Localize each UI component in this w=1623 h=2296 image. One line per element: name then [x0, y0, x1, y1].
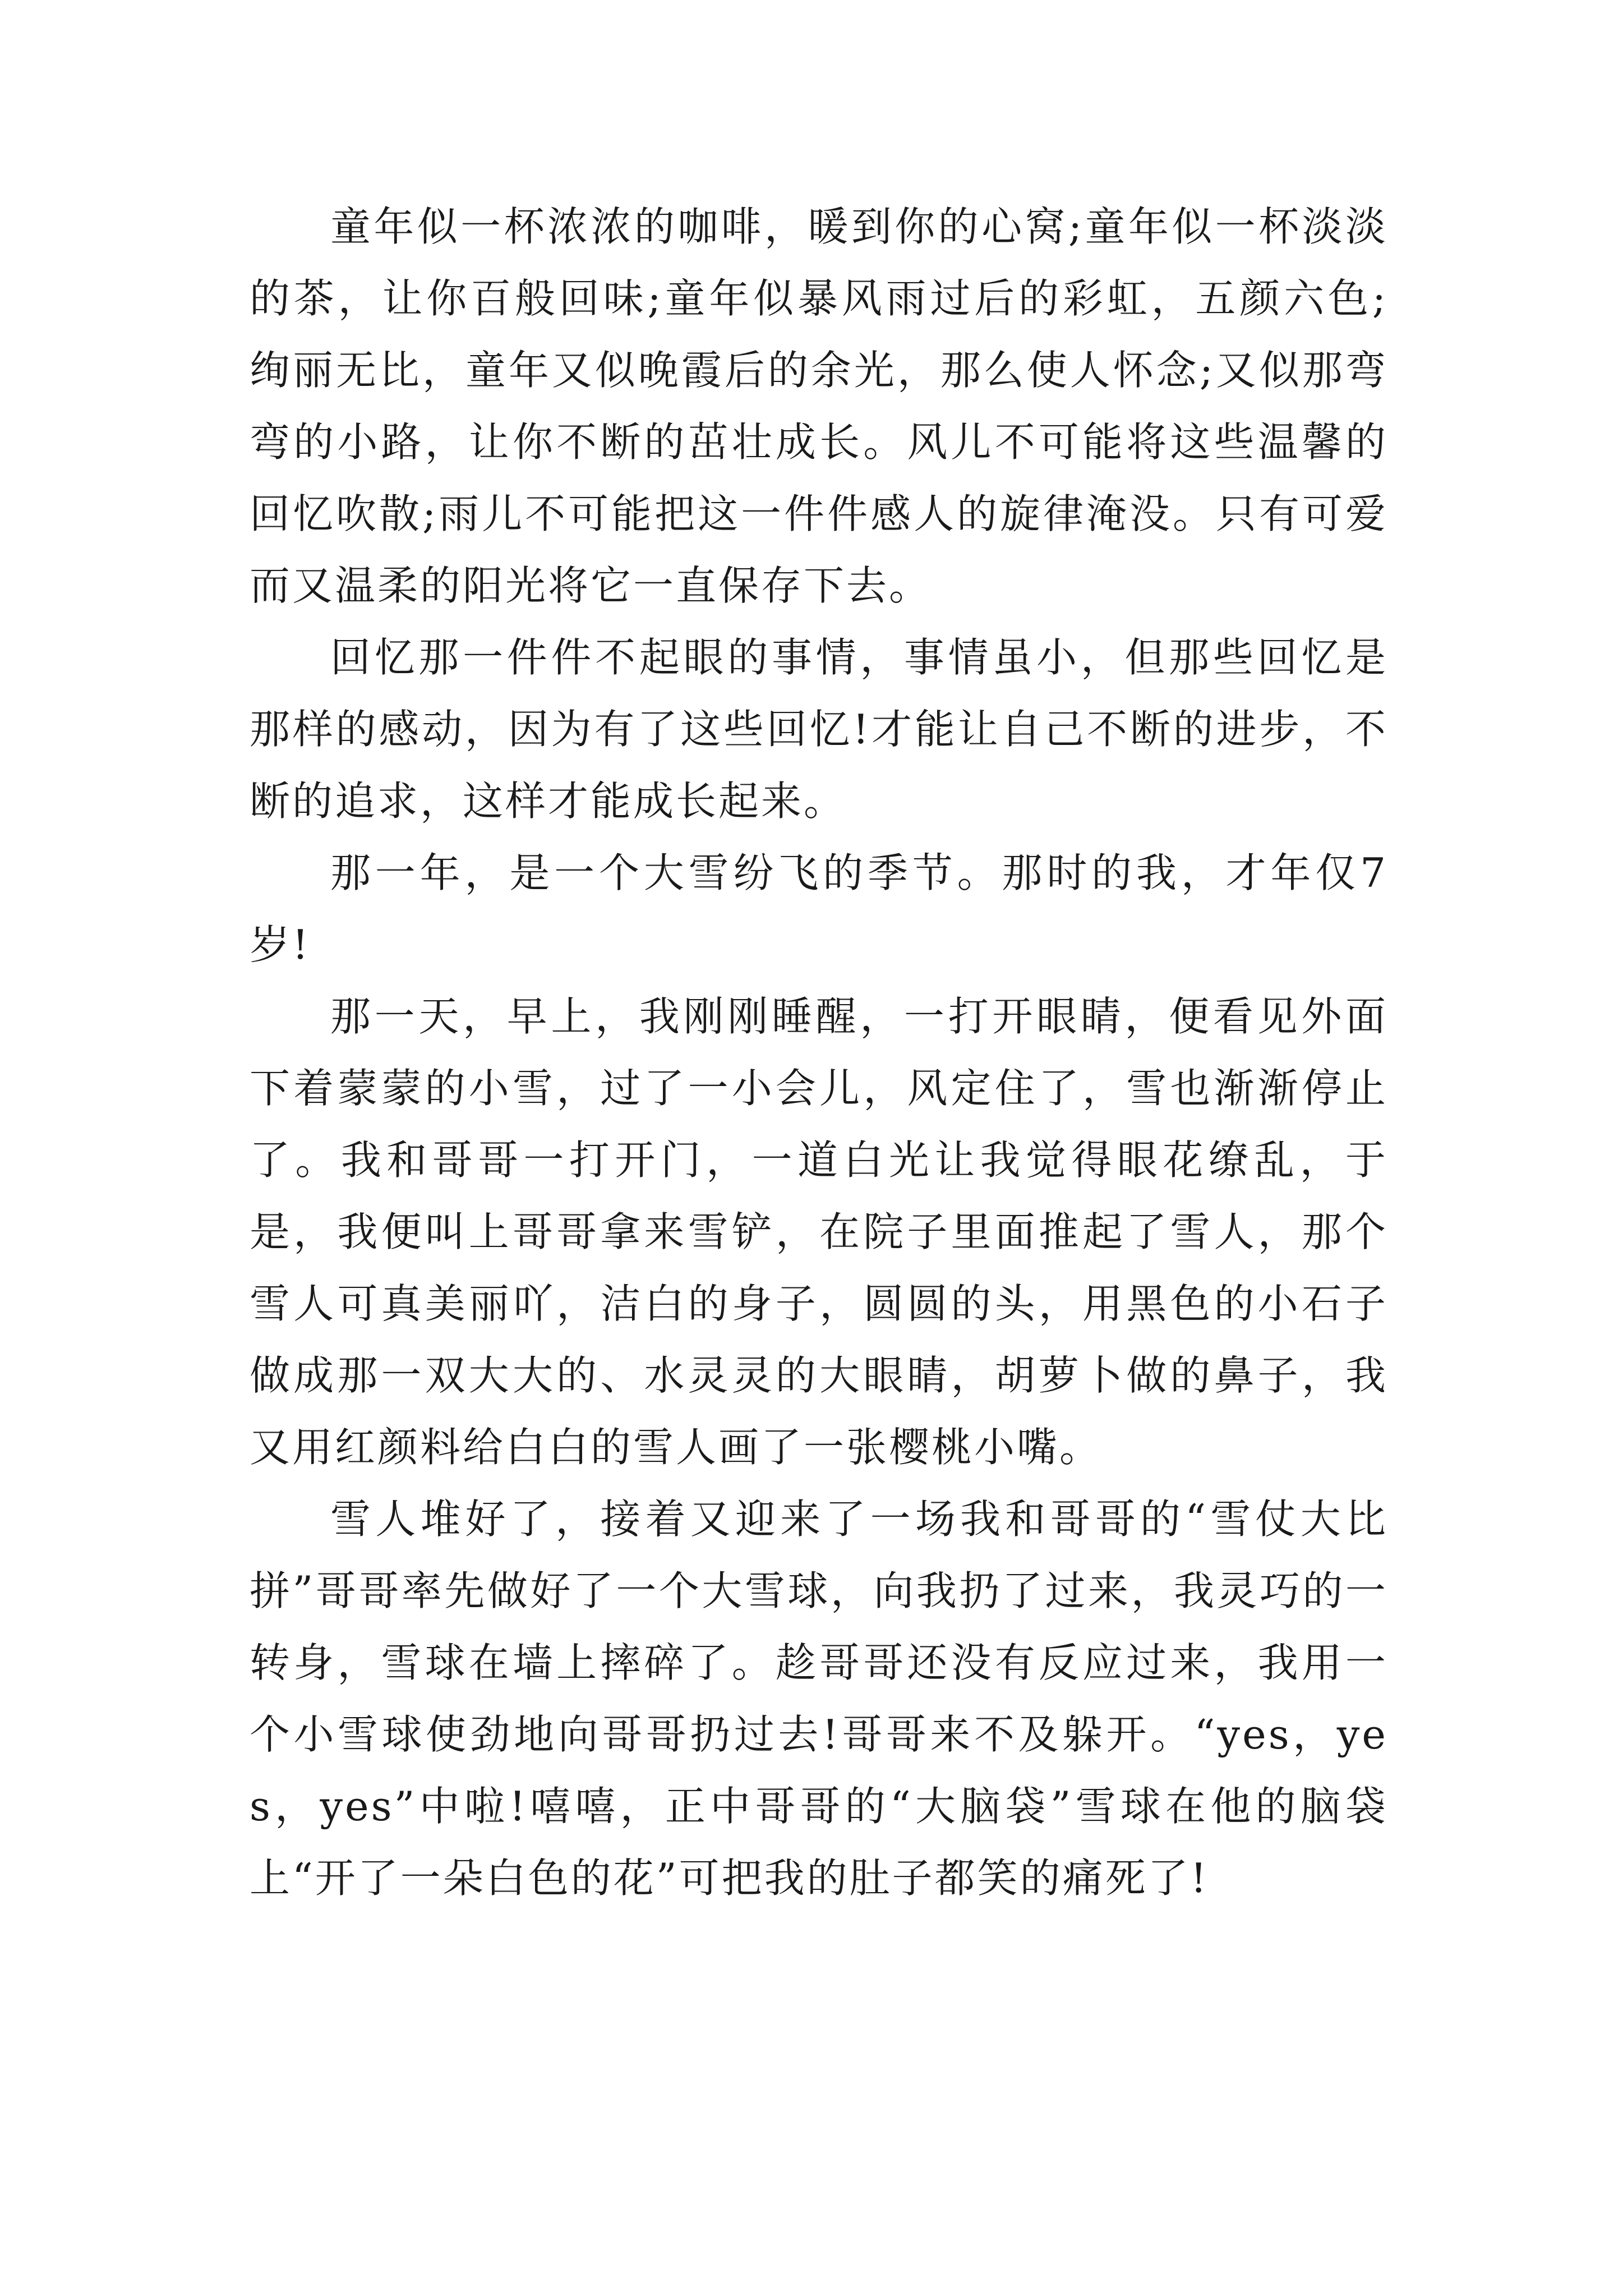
paragraph-snowman: 那一天，早上，我刚刚睡醒，一打开眼睛，便看见外面下着蒙蒙的小雪，过了一小会儿，风定住了，雪也渐渐停止了。我和哥哥一打开门，一道白光让我觉得眼花缭乱，于是，我便叫上哥哥拿来雪铲，在院子里面推起了雪人，那个雪人可真美丽吖，洁白的身子，圆圆的头，用黑色的小石子做成那一双大大的、水灵灵的大眼睛，胡萝卜做的鼻子，我又用红颜料给白白的雪人画了一张樱桃小嘴。 — [250, 993, 1388, 1471]
paragraph-childhood-metaphors: 童年似一杯浓浓的咖啡，暖到你的心窝;童年似一杯淡淡的茶，让你百般回味;童年似暴风雨过后的彩虹，五颜六色;绚丽无比，童年又似晚霞后的余光，那么使人怀念;又似那弯弯的小路，让你不断的茁壮成长。风儿不可能将这些温馨的回忆吹散;雨儿不可能把这一件件感人的旋律淹没。只有可爱而又温柔的阳光将它一直保存下去。 — [250, 203, 1388, 609]
paragraph-snowball-fight: 雪人堆好了，接着又迎来了一场我和哥哥的“雪仗大比拼”哥哥率先做好了一个大雪球，向我扔了过来，我灵巧的一转身，雪球在墙上摔碎了。趁哥哥还没有反应过来，我用一个小雪球使劲地向哥哥扔过去!哥哥来不及躲开。“yes，yes，yes”中啦!嘻嘻，正中哥哥的“大脑袋”雪球在他的脑袋上“开了一朵白色的花”可把我的肚子都笑的痛死了! — [250, 1496, 1388, 1902]
paragraph-memories: 回忆那一件件不起眼的事情，事情虽小，但那些回忆是那样的感动，因为有了这些回忆!才能让自己不断的进步，不断的追求，这样才能成长起来。 — [250, 634, 1388, 825]
document-body — [250, 191, 1388, 1914]
paragraph-snowy-year: 那一年，是一个大雪纷飞的季节。那时的我，才年仅7岁! — [250, 849, 1388, 968]
